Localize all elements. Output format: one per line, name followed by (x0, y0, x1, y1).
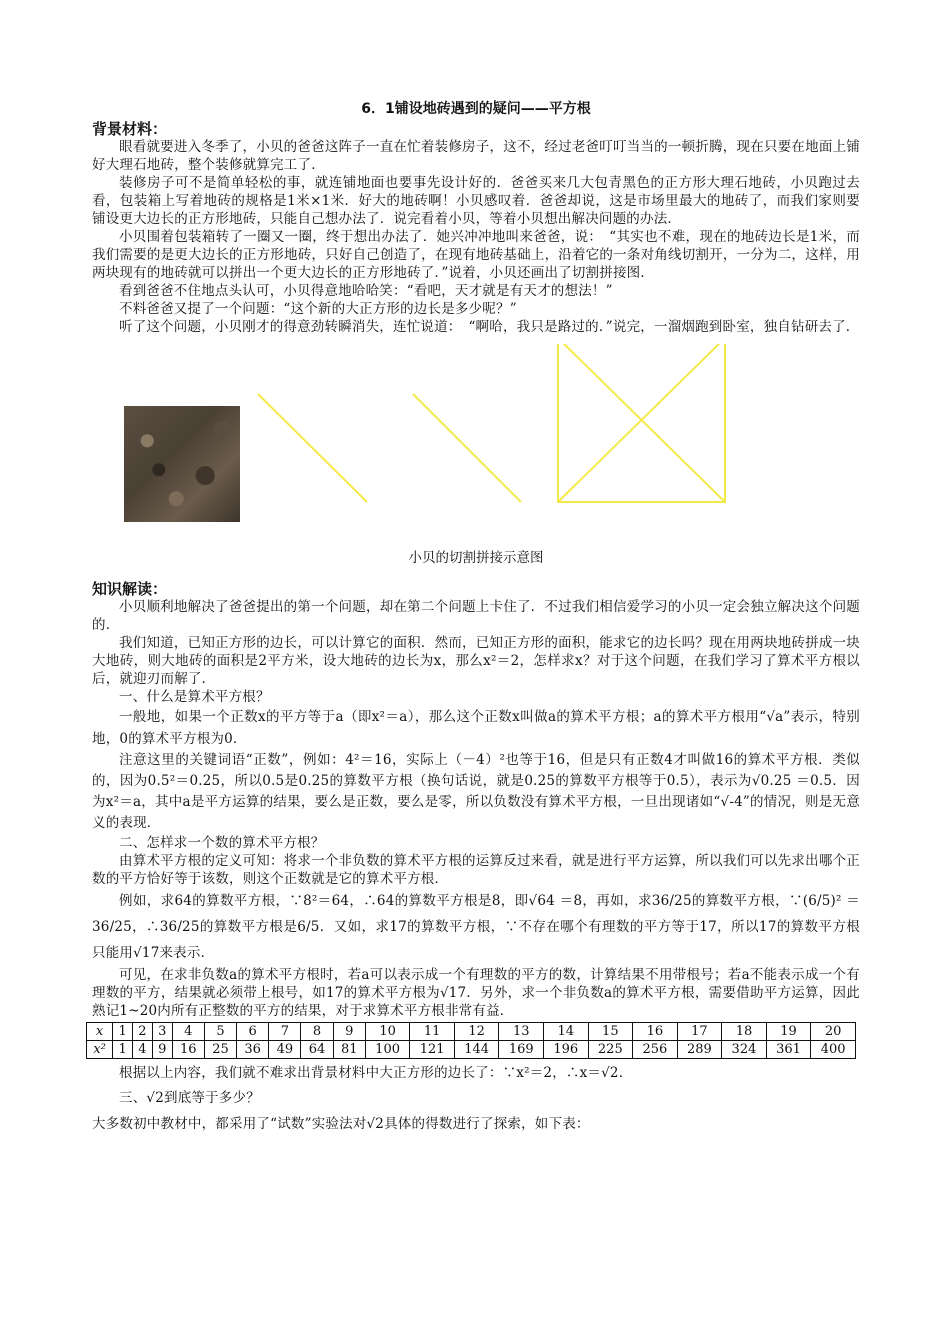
table-cell: 9 (333, 1023, 365, 1041)
background-paragraph-2: 装修房子可不是简单轻松的事，就连铺地面也要事先设计好的．爸爸买来几大包青黑色的正方形大理石地砖，小贝跑过去看，包装箱上写着地砖的规格是1米×1米．好大的地砖啊！小贝感叹着．爸爸却说，这是市场里最大的地砖了，而我们家则要铺设更大边长的正方形地砖，只能自己想办法了．说完看着小贝，等着小贝想出解决问题的办法． (92, 175, 860, 227)
table-cell: 7 (269, 1023, 301, 1041)
table-cell: 1 (113, 1041, 133, 1059)
table-cell: 20 (811, 1023, 856, 1041)
background-paragraph-3: 小贝围着包装箱转了一圈又一圈，终于想出办法了．她兴冲冲地叫来爸爸，说： “其实也不难，现在的地砖边长是1米，而我们需要的是更大边长的正方形地砖，只好自己创造了，在现有地砖基础上，沿着它的一条对角线切割开，一分为二，这样，用两块现有的地砖就可以拼出一个更大边长的正方形地砖了．”说着，小贝还画出了切割拼接图． (92, 229, 860, 281)
background-paragraph-1: 眼看就要进入冬季了，小贝的爸爸这阵子一直在忙着装修房子，这不，经过老爸叮叮当当的一顿折腾，现在只要在地面上铺好大理石地砖，整个装修就算完工了． (92, 139, 860, 173)
table-cell: 17 (677, 1023, 722, 1041)
table-row-label-x-squared: x² (87, 1041, 113, 1059)
table-cell: 289 (677, 1041, 722, 1059)
table-row-label-x: x (87, 1023, 113, 1041)
background-paragraph-6: 听了这个问题，小贝刚才的得意劲转瞬消失，连忙说道： “啊哈，我只是路过的．”说完，一溜烟跑到卧室，独自钻研去了． (119, 319, 860, 335)
section-3-title: 三、√2到底等于多少？ (119, 1090, 260, 1106)
section-2-title: 二、怎样求一个数的算术平方根？ (119, 835, 325, 851)
section-2-paragraph-1: 由算术平方根的定义可知：将求一个非负数的算术平方根的运算反过来看，就是进行平方运算，所以我们可以先求出哪个正数的平方恰好等于该数，则这个正数就是它的算术平方根． (92, 853, 860, 887)
background-paragraph-5: 不料爸爸又提了一个问题：“这个新的大正方形的边长是多少呢？” (119, 301, 517, 317)
table-cell: 1 (113, 1023, 133, 1041)
cut-diagram-svg (92, 344, 860, 544)
table-cell: 16 (633, 1023, 678, 1041)
table-cell: 12 (454, 1023, 499, 1041)
table-cell: 8 (301, 1023, 333, 1041)
table-cell: 169 (499, 1041, 544, 1059)
figure-caption: 小贝的切割拼接示意图 (408, 550, 544, 566)
table-cell: 5 (204, 1023, 236, 1041)
table-cell: 2 (133, 1023, 153, 1041)
table-row-x (87, 1023, 856, 1041)
background-heading: 背景材料： (92, 120, 168, 138)
section-2-paragraph-3: 可见，在求非负数a的算术平方根时，若a可以表示成一个有理数的平方的数，计算结果不用带根号；若a不能表示成一个有理数的平方，结果就必须带上根号，如17的算术平方根为√17．另外，求一个非负数a的算术平方根，需要借助平方运算，因此熟记1~20内所有正整数的平方的结果，对于求算术平方根非常有益． (92, 967, 860, 1019)
table-cell: 19 (766, 1023, 811, 1041)
table-cell: 256 (633, 1041, 678, 1059)
section-2-paragraph-2: 例如，求64的算数平方根，∵8²＝64，∴64的算数平方根是8，即√64 ＝8，再如，求36/25的算数平方根，∵(6/5)² ＝36/25，∴36/25的算数平方根是6/5．又如，求17的算数平方根，∵不存在哪个有理数的平方等于17，所以17的算数平方根只能用√17来表示． (92, 893, 860, 961)
after-table-paragraph: 根据以上内容，我们就不难求出背景材料中大正方形的边长了：∵x²＝2，∴x＝√2． (119, 1065, 633, 1081)
table-cell: 121 (410, 1041, 455, 1059)
table-cell: 64 (301, 1041, 333, 1059)
table-cell: 14 (544, 1023, 589, 1041)
table-cell: 3 (152, 1023, 172, 1041)
table-cell: 25 (204, 1041, 236, 1059)
squares-table (86, 1022, 856, 1059)
section-1-title: 一、什么是算术平方根？ (119, 689, 270, 705)
section-1-paragraph-2: 注意这里的关键词语“正数”，例如：4²＝16，实际上（－4）²也等于16，但是只有正数4才叫做16的算术平方根．类似的，因为0.5²＝0.25，所以0.5是0.25的算数平方根（换句话说，就是0.25的算数平方根等于0.5），表示为√0.25 ＝0.5．因为x²＝a，其中a是平方运算的结果，要么是正数，要么是零，所以负数没有算术平方根，一旦出现诸如“√-4”的情况，则是无意义的表现． (92, 752, 860, 831)
table-cell: 361 (766, 1041, 811, 1059)
background-paragraph-4: 看到爸爸不住地点头认可，小贝得意地哈哈笑：“看吧，天才就是有天才的想法！” (119, 283, 613, 299)
section-1-paragraph-1: 一般地，如果一个正数x的平方等于a（即x²＝a），那么这个正数x叫做a的算术平方根；a的算术平方根用“√a”表示，特别地，0的算术平方根为0． (92, 709, 860, 747)
table-cell: 13 (499, 1023, 544, 1041)
table-cell: 4 (133, 1041, 153, 1059)
cut-and-join-figure (92, 344, 860, 544)
table-cell: 10 (365, 1023, 410, 1041)
table-row-x-squared (87, 1041, 856, 1059)
page-title: 6．1铺设地砖遇到的疑问——平方根 (361, 101, 591, 117)
table-cell: 4 (172, 1023, 204, 1041)
document-page (92, 98, 860, 1137)
table-cell: 6 (237, 1023, 269, 1041)
knowledge-paragraph-1: 小贝顺利地解决了爸爸提出的第一个问题，却在第二个问题上卡住了．不过我们相信爱学习的小贝一定会独立解决这个问题的． (92, 599, 860, 633)
table-cell: 144 (454, 1041, 499, 1059)
table-cell: 36 (237, 1041, 269, 1059)
table-cell: 16 (172, 1041, 204, 1059)
table-cell: 9 (152, 1041, 172, 1059)
table-cell: 196 (544, 1041, 589, 1059)
knowledge-paragraph-2: 我们知道，已知正方形的边长，可以计算它的面积．然而，已知正方形的面积，能求它的边长吗？现在用两块地砖拼成一块大地砖，则大地砖的面积是2平方米，设大地砖的边长为x，那么x²＝2，怎样求x？对于这个问题，在我们学习了算术平方根以后，就迎刃而解了． (92, 635, 860, 687)
table-cell: 18 (722, 1023, 767, 1041)
diagonal-cut-line-1 (258, 394, 367, 502)
section-3-paragraph-1: 大多数初中教材中，都采用了“试数”实验法对√2具体的得数进行了探索，如下表： (92, 1116, 590, 1132)
table-cell: 100 (365, 1041, 410, 1059)
table-cell: 11 (410, 1023, 455, 1041)
table-cell: 225 (588, 1041, 633, 1059)
table-cell: 400 (811, 1041, 856, 1059)
diagonal-cut-line-2 (413, 394, 521, 502)
table-cell: 49 (269, 1041, 301, 1059)
table-cell: 81 (333, 1041, 365, 1059)
table-cell: 15 (588, 1023, 633, 1041)
knowledge-heading: 知识解读： (92, 580, 168, 598)
table-cell: 324 (722, 1041, 767, 1059)
